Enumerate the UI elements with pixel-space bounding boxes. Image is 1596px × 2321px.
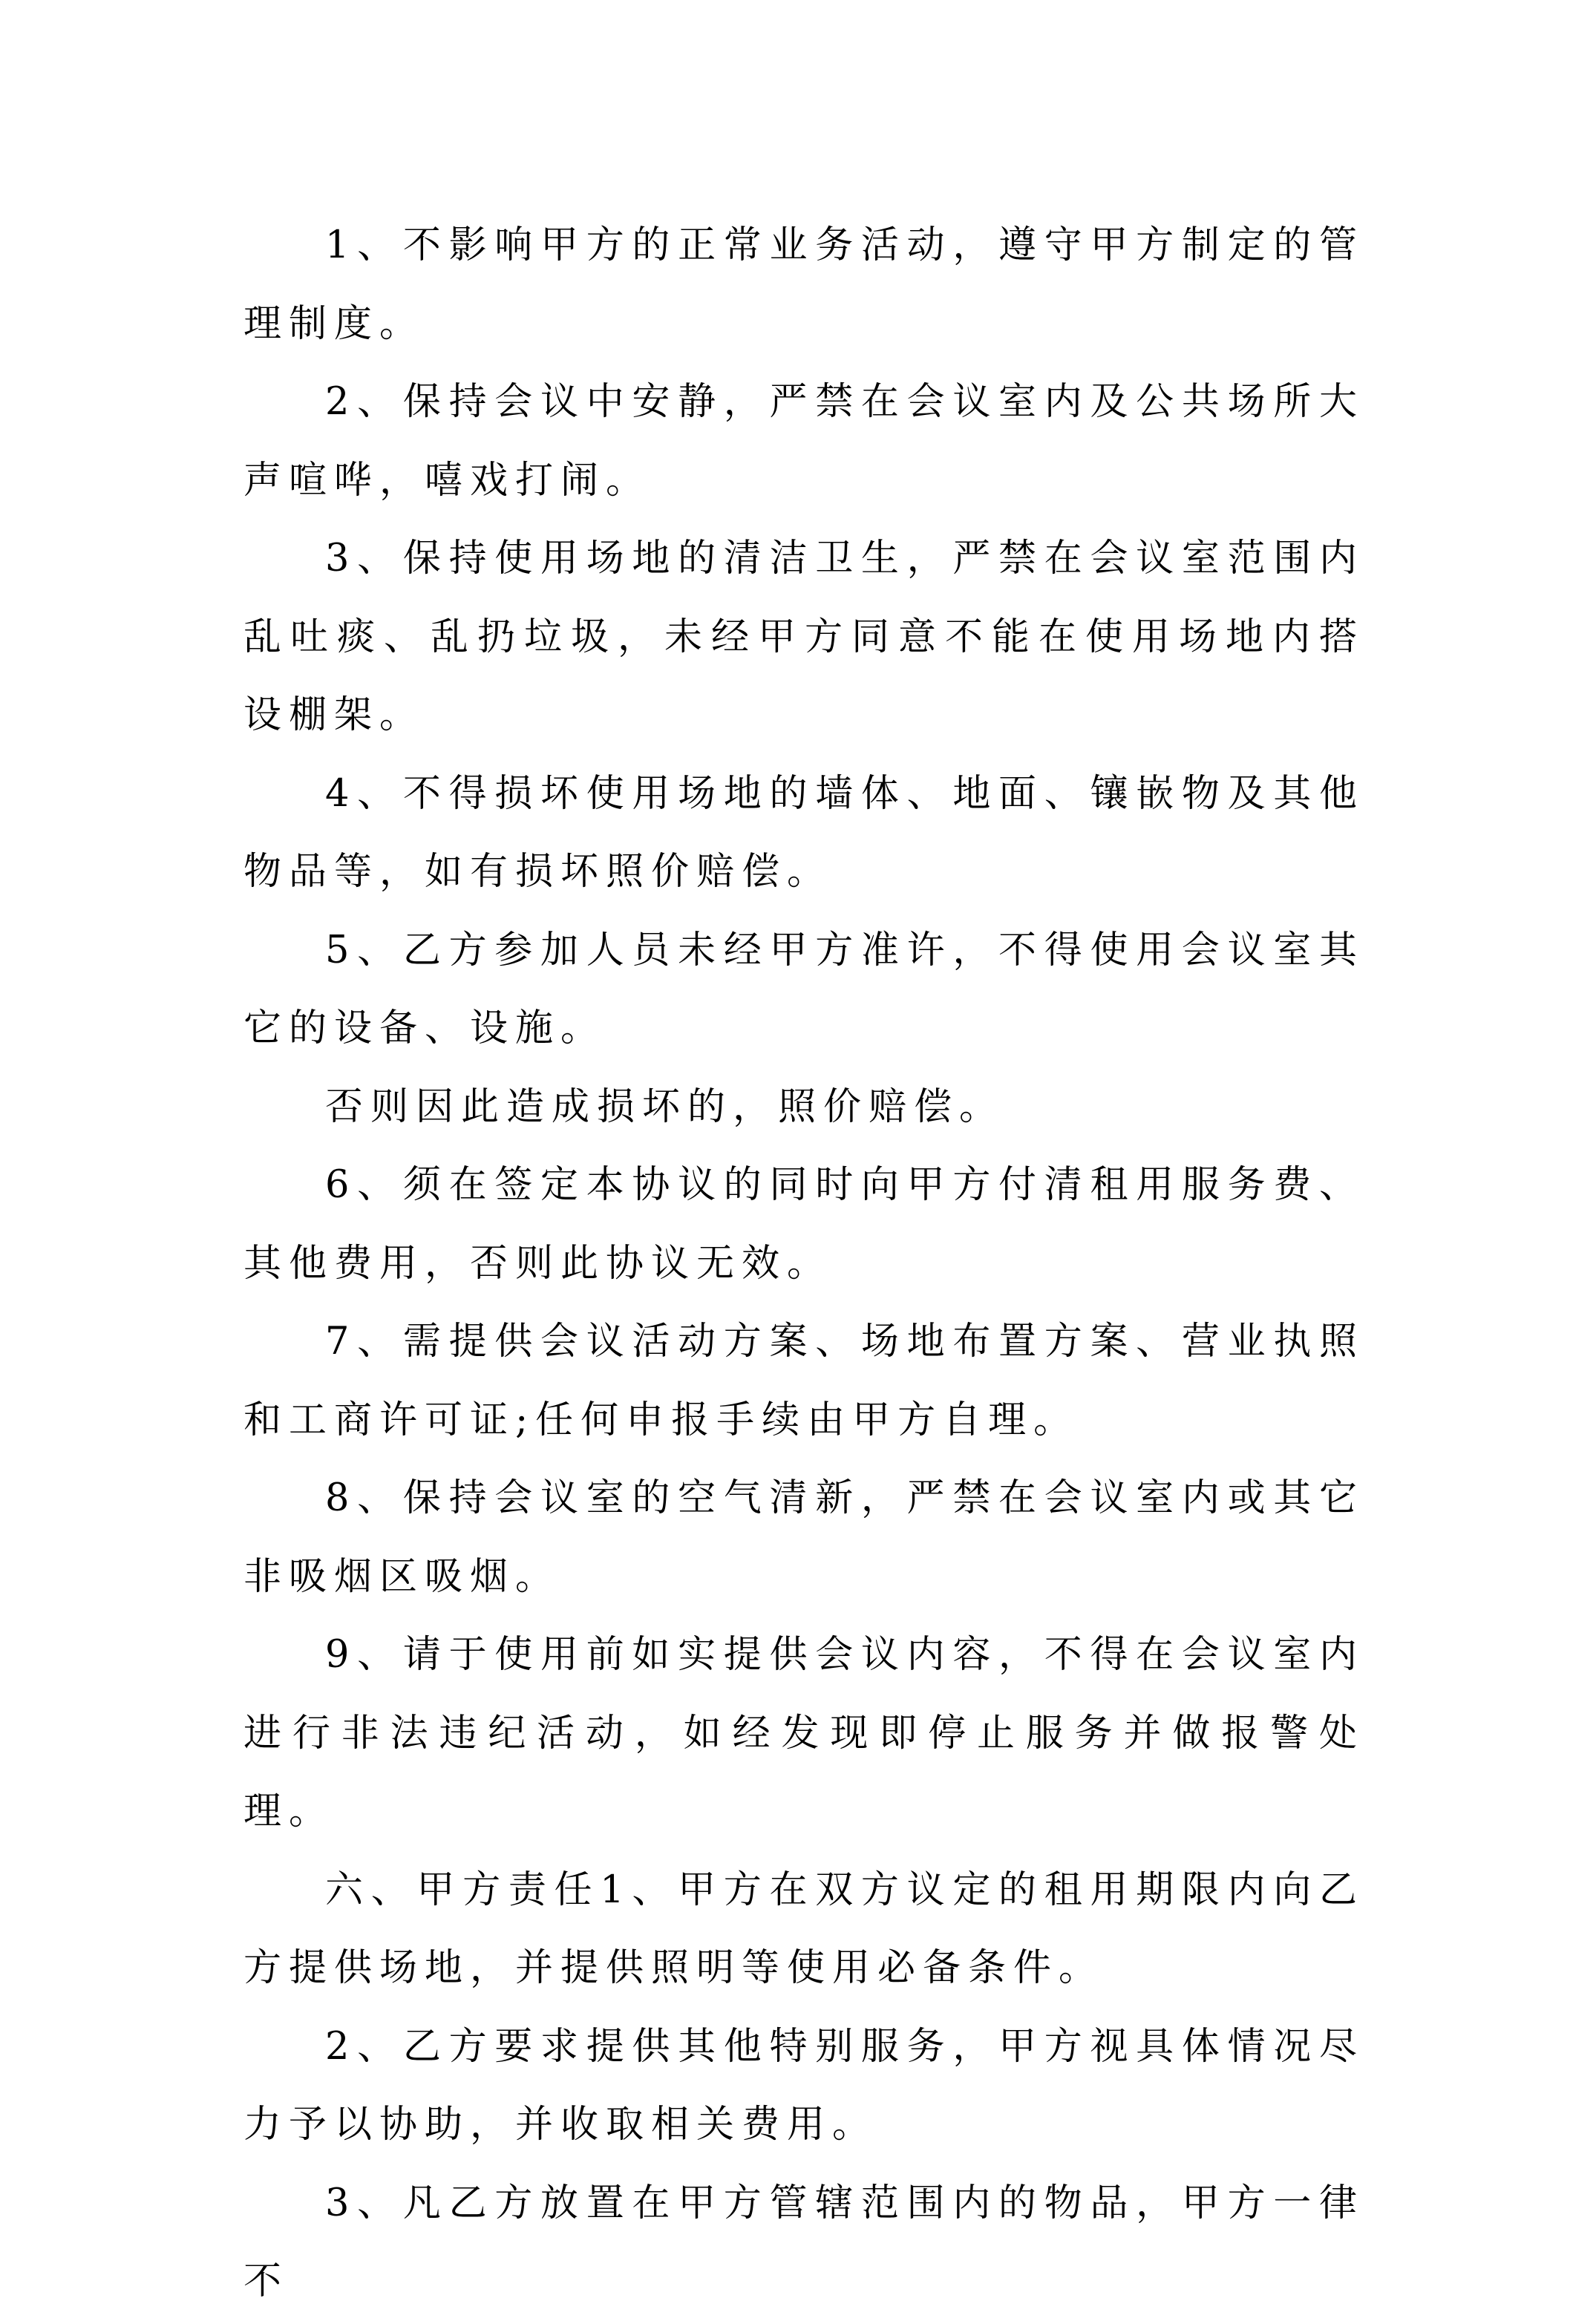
paragraph-8: 7、需提供会议活动方案、场地布置方案、营业执照和工商许可证;任何申报手续由甲方自理。: [243, 1320, 1364, 1442]
paragraph-3: 3、保持使用场地的清洁卫生，严禁在会议室范围内乱吐痰、乱扔垃圾，未经甲方同意不能在使用场地内搭设棚架。: [243, 537, 1364, 737]
document-body: [243, 206, 1364, 2321]
paragraph-1: 1、不影响甲方的正常业务活动，遵守甲方制定的管理制度。: [243, 223, 1364, 346]
paragraph-6: 否则因此造成损坏的，照价赔偿。: [325, 1084, 1005, 1129]
paragraph-9: 8、保持会议室的空气清新，严禁在会议室内或其它非吸烟区吸烟。: [243, 1476, 1364, 1599]
paragraph-4: 4、不得损坏使用场地的墙体、地面、镶嵌物及其他物品等，如有损坏照价赔偿。: [243, 771, 1364, 894]
paragraph-2: 2、保持会议中安静，严禁在会议室内及公共场所大声喧哗，嘻戏打闹。: [243, 380, 1364, 502]
paragraph-7: 6、须在签定本协议的同时向甲方付清租用服务费、其他费用，否则此协议无效。: [243, 1163, 1364, 1286]
paragraph-5: 5、乙方参加人员未经甲方准许，不得使用会议室其它的设备、设施。: [243, 928, 1364, 1050]
paragraph-10: 9、请于使用前如实提供会议内容，不得在会议室内进行非法违纪活动，如经发现即停止服务并做报警处理。: [243, 1633, 1364, 1833]
paragraph-11: 六、甲方责任1、甲方在双方议定的租用期限内向乙方提供场地，并提供照明等使用必备条件。: [243, 1867, 1364, 1990]
paragraph-12: 2、乙方要求提供其他特别服务，甲方视具体情况尽力予以协助，并收取相关费用。: [243, 2024, 1364, 2147]
paragraph-13: 3、凡乙方放置在甲方管辖范围内的物品，甲方一律不: [243, 2181, 1364, 2303]
